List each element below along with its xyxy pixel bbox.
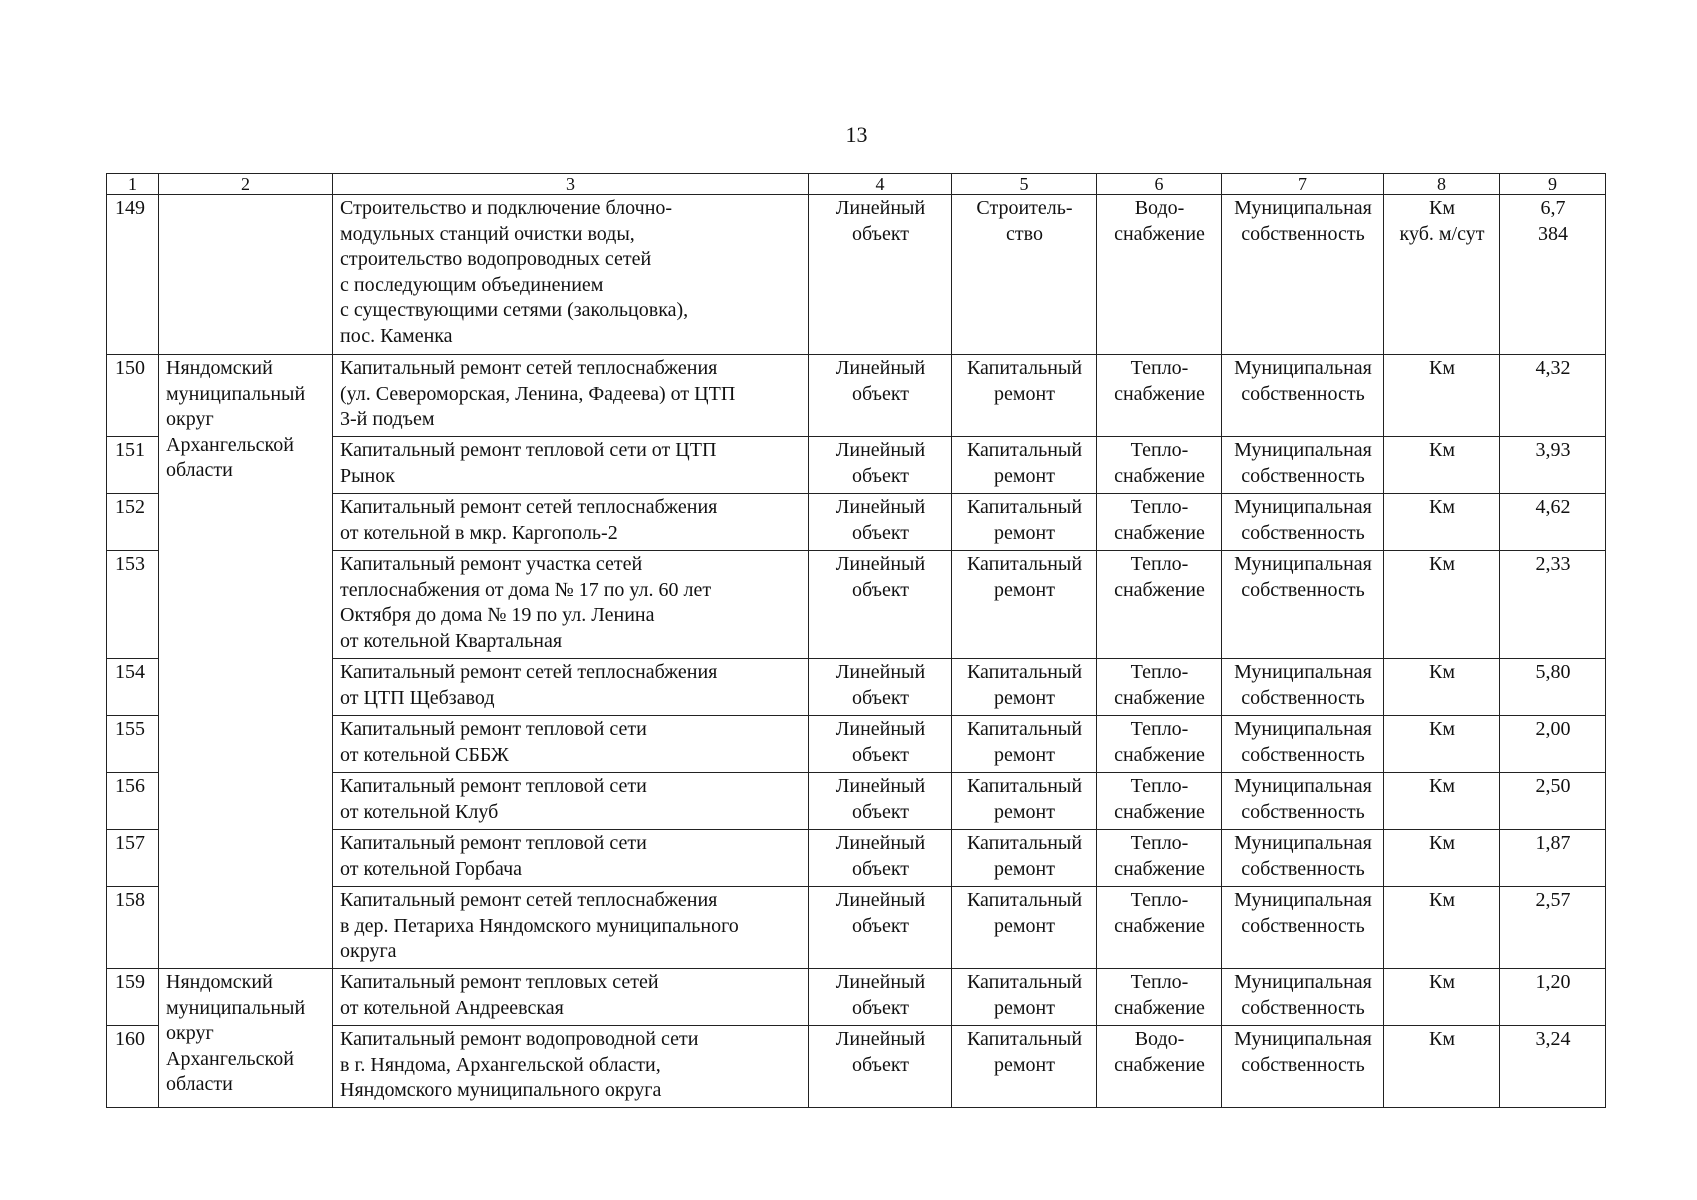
unit: Км	[1384, 969, 1500, 1026]
unit: Км	[1384, 494, 1500, 551]
ownership: Муниципальная собственность	[1222, 551, 1384, 659]
ownership: Муниципальная собственность	[1222, 1026, 1384, 1108]
table-row	[107, 195, 1606, 355]
value: 4,32	[1500, 355, 1606, 437]
ownership: Муниципальная собственность	[1222, 716, 1384, 773]
region-cell	[159, 195, 333, 355]
purpose: Водо- снабжение	[1097, 1026, 1222, 1108]
row-number: 159	[107, 969, 159, 1026]
ownership: Муниципальная собственность	[1222, 659, 1384, 716]
unit: Км	[1384, 355, 1500, 437]
value: 4,62	[1500, 494, 1606, 551]
column-header: 9	[1500, 174, 1606, 195]
object-name: Капитальный ремонт сетей теплоснабжения (ул. Североморская, Ленина, Фадеева) от ЦТП 3-й подъем	[333, 355, 809, 437]
work-type: Капитальный ремонт	[952, 659, 1097, 716]
value: 2,57	[1500, 887, 1606, 969]
object-name: Капитальный ремонт водопроводной сети в г. Няндома, Архангельской области, Няндомского муниципального округа	[333, 1026, 809, 1108]
purpose: Тепло- снабжение	[1097, 969, 1222, 1026]
work-type: Капитальный ремонт	[952, 551, 1097, 659]
column-header: 3	[333, 174, 809, 195]
object-type: Линейный объект	[809, 355, 952, 437]
unit: Км	[1384, 830, 1500, 887]
work-type: Капитальный ремонт	[952, 355, 1097, 437]
row-number: 150	[107, 355, 159, 437]
value: 5,80	[1500, 659, 1606, 716]
row-number: 152	[107, 494, 159, 551]
row-number: 151	[107, 437, 159, 494]
value: 2,33	[1500, 551, 1606, 659]
unit: Км	[1384, 437, 1500, 494]
value: 2,50	[1500, 773, 1606, 830]
purpose: Водо- снабжение	[1097, 195, 1222, 355]
unit: Км куб. м/сут	[1384, 195, 1500, 355]
work-type: Капитальный ремонт	[952, 969, 1097, 1026]
column-header: 2	[159, 174, 333, 195]
work-type: Строитель- ство	[952, 195, 1097, 355]
ownership: Муниципальная собственность	[1222, 437, 1384, 494]
work-type: Капитальный ремонт	[952, 773, 1097, 830]
purpose: Тепло- снабжение	[1097, 830, 1222, 887]
object-name: Капитальный ремонт тепловой сети от котельной Клуб	[333, 773, 809, 830]
column-header: 5	[952, 174, 1097, 195]
column-header: 4	[809, 174, 952, 195]
work-type: Капитальный ремонт	[952, 1026, 1097, 1108]
object-type: Линейный объект	[809, 969, 952, 1026]
object-name: Строительство и подключение блочно- модульных станций очистки воды, строительство водопроводных сетей с последующим объединением с существующими сетями (закольцовка), пос. Каменка	[333, 195, 809, 355]
value: 2,00	[1500, 716, 1606, 773]
ownership: Муниципальная собственность	[1222, 969, 1384, 1026]
row-number: 154	[107, 659, 159, 716]
purpose: Тепло- снабжение	[1097, 355, 1222, 437]
unit: Км	[1384, 1026, 1500, 1108]
object-name: Капитальный ремонт тепловой сети от котельной Горбача	[333, 830, 809, 887]
object-type: Линейный объект	[809, 659, 952, 716]
purpose: Тепло- снабжение	[1097, 716, 1222, 773]
object-type: Линейный объект	[809, 773, 952, 830]
object-type: Линейный объект	[809, 716, 952, 773]
table-row	[107, 969, 1606, 1026]
object-type: Линейный объект	[809, 437, 952, 494]
work-type: Капитальный ремонт	[952, 494, 1097, 551]
document-table	[106, 173, 1606, 1108]
object-type: Линейный объект	[809, 195, 952, 355]
table-row	[107, 355, 1606, 437]
purpose: Тепло- снабжение	[1097, 437, 1222, 494]
unit: Км	[1384, 659, 1500, 716]
object-name: Капитальный ремонт сетей теплоснабжения в дер. Петариха Няндомского муниципального округа	[333, 887, 809, 969]
ownership: Муниципальная собственность	[1222, 494, 1384, 551]
object-name: Капитальный ремонт тепловой сети от котельной СББЖ	[333, 716, 809, 773]
value: 3,93	[1500, 437, 1606, 494]
region-cell: Няндомский муниципальный округ Архангельской области	[159, 969, 333, 1108]
value: 1,20	[1500, 969, 1606, 1026]
purpose: Тепло- снабжение	[1097, 551, 1222, 659]
row-number: 156	[107, 773, 159, 830]
ownership: Муниципальная собственность	[1222, 773, 1384, 830]
unit: Км	[1384, 716, 1500, 773]
unit: Км	[1384, 551, 1500, 659]
row-number: 157	[107, 830, 159, 887]
purpose: Тепло- снабжение	[1097, 773, 1222, 830]
column-header: 7	[1222, 174, 1384, 195]
object-type: Линейный объект	[809, 551, 952, 659]
unit: Км	[1384, 887, 1500, 969]
row-number: 149	[107, 195, 159, 355]
object-name: Капитальный ремонт участка сетей теплоснабжения от дома № 17 по ул. 60 лет Октября до дома № 19 по ул. Ленина от котельной Квартальная	[333, 551, 809, 659]
purpose: Тепло- снабжение	[1097, 887, 1222, 969]
object-name: Капитальный ремонт сетей теплоснабжения от котельной в мкр. Каргополь-2	[333, 494, 809, 551]
purpose: Тепло- снабжение	[1097, 494, 1222, 551]
column-header: 6	[1097, 174, 1222, 195]
work-type: Капитальный ремонт	[952, 887, 1097, 969]
region-cell: Няндомский муниципальный округ Архангельской области	[159, 355, 333, 969]
work-type: Капитальный ремонт	[952, 716, 1097, 773]
object-name: Капитальный ремонт сетей теплоснабжения от ЦТП Щебзавод	[333, 659, 809, 716]
row-number: 153	[107, 551, 159, 659]
object-type: Линейный объект	[809, 830, 952, 887]
column-header: 1	[107, 174, 159, 195]
work-type: Капитальный ремонт	[952, 830, 1097, 887]
value: 1,87	[1500, 830, 1606, 887]
work-type: Капитальный ремонт	[952, 437, 1097, 494]
value: 3,24	[1500, 1026, 1606, 1108]
ownership: Муниципальная собственность	[1222, 195, 1384, 355]
object-type: Линейный объект	[809, 494, 952, 551]
row-number: 160	[107, 1026, 159, 1108]
object-name: Капитальный ремонт тепловых сетей от котельной Андреевская	[333, 969, 809, 1026]
ownership: Муниципальная собственность	[1222, 830, 1384, 887]
column-header: 8	[1384, 174, 1500, 195]
row-number: 158	[107, 887, 159, 969]
ownership: Муниципальная собственность	[1222, 355, 1384, 437]
page-number: 13	[845, 122, 868, 147]
table-header-row	[107, 174, 1606, 195]
unit: Км	[1384, 773, 1500, 830]
value: 6,7 384	[1500, 195, 1606, 355]
object-type: Линейный объект	[809, 887, 952, 969]
purpose: Тепло- снабжение	[1097, 659, 1222, 716]
row-number: 155	[107, 716, 159, 773]
ownership: Муниципальная собственность	[1222, 887, 1384, 969]
object-name: Капитальный ремонт тепловой сети от ЦТП Рынок	[333, 437, 809, 494]
object-type: Линейный объект	[809, 1026, 952, 1108]
